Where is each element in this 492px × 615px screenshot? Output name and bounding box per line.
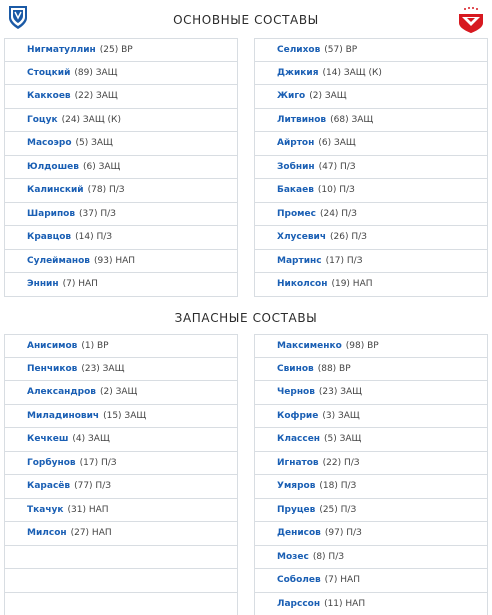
list-item — [4, 226, 238, 250]
list-item — [4, 62, 238, 86]
player-name[interactable]: Пруцев — [277, 504, 316, 515]
list-item — [4, 109, 238, 133]
player-info: (47) П/З — [318, 161, 356, 172]
list-item — [4, 452, 238, 476]
player-name[interactable]: Свинов — [277, 363, 314, 374]
player-info: (22) П/З — [322, 457, 360, 468]
list-item — [254, 405, 488, 429]
list-item — [4, 132, 238, 156]
player-info: (3) ЗАЩ — [322, 410, 360, 421]
list-item — [4, 38, 238, 62]
player-name[interactable]: Гоцук — [27, 114, 58, 125]
player-name[interactable]: Миладинович — [27, 410, 100, 421]
player-name[interactable]: Масоэро — [27, 138, 72, 149]
player-info: (77) П/З — [74, 481, 111, 492]
player-name[interactable]: Карасёв — [27, 481, 71, 492]
list-item — [4, 381, 238, 405]
list-item — [254, 226, 488, 250]
player-info: (98) ВР — [345, 340, 379, 351]
player-name[interactable]: Нигматуллин — [27, 44, 96, 55]
player-info: (7) НАП — [62, 279, 98, 290]
empty-row — [4, 546, 238, 570]
list-item — [254, 334, 488, 358]
player-name[interactable]: Литвинов — [277, 114, 327, 125]
player-info: (19) НАП — [331, 279, 373, 290]
player-info: (14) ЗАЩ (К) — [322, 67, 382, 78]
player-name[interactable]: Соболев — [277, 575, 321, 586]
player-info: (24) П/З — [319, 208, 357, 219]
player-info: (8) П/З — [312, 551, 344, 562]
player-info: (97) П/З — [324, 528, 362, 539]
player-name[interactable]: Чернов — [277, 387, 315, 398]
main-home-lineup — [4, 38, 238, 297]
subs-home-lineup — [4, 334, 238, 615]
list-item — [254, 569, 488, 593]
empty-row — [4, 593, 238, 615]
list-item — [4, 358, 238, 382]
player-info: (68) ЗАЩ — [330, 114, 374, 125]
list-item — [254, 132, 488, 156]
list-item — [254, 499, 488, 523]
player-info: (22) ЗАЩ — [74, 91, 118, 102]
player-info: (4) ЗАЩ — [72, 434, 110, 445]
player-info: (89) ЗАЩ — [74, 67, 118, 78]
list-item — [254, 452, 488, 476]
player-name[interactable]: Джикия — [277, 67, 319, 78]
player-info: (5) ЗАЩ — [324, 434, 362, 445]
list-item — [4, 499, 238, 523]
player-name[interactable]: Горбунов — [27, 457, 76, 468]
player-name[interactable]: Анисимов — [27, 340, 78, 351]
lineups-header — [0, 0, 492, 38]
player-name[interactable]: Бакаев — [277, 185, 314, 196]
player-name[interactable]: Мартинс — [277, 255, 322, 266]
player-info: (10) П/З — [317, 185, 355, 196]
list-item — [254, 428, 488, 452]
player-info: (2) ЗАЩ — [100, 387, 138, 398]
list-item — [254, 546, 488, 570]
list-item — [4, 334, 238, 358]
list-item — [254, 85, 488, 109]
player-name[interactable]: Стоцкий — [27, 67, 71, 78]
player-name[interactable]: Александров — [27, 387, 96, 398]
list-item — [254, 179, 488, 203]
player-info: (11) НАП — [324, 598, 366, 609]
player-info: (25) П/З — [319, 504, 357, 515]
player-info: (5) ЗАЩ — [75, 138, 113, 149]
player-name[interactable]: Эннин — [27, 279, 59, 290]
player-name[interactable]: Каккоев — [27, 91, 71, 102]
list-item — [4, 428, 238, 452]
list-item — [4, 203, 238, 227]
player-info: (31) НАП — [67, 504, 109, 515]
list-item — [254, 156, 488, 180]
player-name[interactable]: Шарипов — [27, 208, 76, 219]
list-item — [254, 522, 488, 546]
player-info: (15) ЗАЩ — [103, 410, 147, 421]
player-info: (18) П/З — [319, 481, 357, 492]
main-lineups-title: ОСНОВНЫЕ СОСТАВЫ — [173, 13, 319, 27]
player-name[interactable]: Классен — [277, 434, 321, 445]
list-item — [254, 381, 488, 405]
player-info: (25) ВР — [99, 44, 133, 55]
empty-row — [4, 569, 238, 593]
player-info: (6) ЗАЩ — [82, 161, 121, 172]
player-info: (17) П/З — [325, 255, 363, 266]
player-name[interactable]: Кравцов — [27, 232, 72, 243]
list-item — [4, 273, 238, 297]
player-name[interactable]: Айртон — [277, 138, 315, 149]
list-item — [254, 475, 488, 499]
away-team-logo-icon — [456, 6, 486, 34]
list-item — [254, 62, 488, 86]
player-info: (57) ВР — [324, 44, 358, 55]
subs-away-lineup — [254, 334, 488, 615]
player-info: (17) П/З — [79, 457, 117, 468]
player-info: (1) ВР — [81, 340, 109, 351]
list-item — [254, 593, 488, 615]
player-name[interactable]: Ткачук — [27, 504, 64, 515]
list-item — [254, 250, 488, 274]
list-item — [4, 250, 238, 274]
player-name[interactable]: Денисов — [277, 528, 321, 539]
player-info: (14) П/З — [75, 232, 113, 243]
player-name[interactable]: Зобнин — [277, 161, 315, 172]
player-info: (24) ЗАЩ (К) — [61, 114, 121, 125]
player-name[interactable]: Промес — [277, 208, 316, 219]
player-name[interactable]: Жиго — [277, 91, 306, 102]
player-name[interactable]: Кечкеш — [27, 434, 69, 445]
player-name[interactable]: Мозес — [277, 551, 309, 562]
list-item — [4, 405, 238, 429]
player-name[interactable]: Николсон — [277, 279, 328, 290]
player-info: (23) ЗАЩ — [81, 363, 125, 374]
player-name[interactable]: Хлусевич — [277, 232, 327, 243]
player-info: (7) НАП — [324, 575, 360, 586]
player-name[interactable]: Ларссон — [277, 598, 321, 609]
player-name[interactable]: Селихов — [277, 44, 321, 55]
player-info: (2) ЗАЩ — [309, 91, 347, 102]
player-info: (88) ВР — [317, 363, 351, 374]
player-name[interactable]: Кофрие — [277, 410, 319, 421]
player-name[interactable]: Максименко — [277, 340, 342, 351]
player-info: (23) ЗАЩ — [318, 387, 363, 398]
player-name[interactable]: Игнатов — [277, 457, 319, 468]
list-item — [254, 273, 488, 297]
list-item — [4, 475, 238, 499]
list-item — [4, 522, 238, 546]
player-info: (6) ЗАЩ — [318, 138, 356, 149]
main-away-lineup — [254, 38, 488, 297]
list-item — [254, 203, 488, 227]
player-name[interactable]: Умяров — [277, 481, 316, 492]
player-info: (78) П/З — [87, 185, 125, 196]
list-item — [254, 38, 488, 62]
player-info: (27) НАП — [70, 528, 112, 539]
list-item — [4, 85, 238, 109]
player-info: (37) П/З — [79, 208, 116, 219]
list-item — [4, 179, 238, 203]
list-item — [254, 358, 488, 382]
player-info: (93) НАП — [94, 255, 136, 266]
player-name[interactable]: Пенчиков — [27, 363, 78, 374]
player-name[interactable]: Юлдошев — [27, 161, 79, 172]
player-name[interactable]: Сулейманов — [27, 255, 90, 266]
subs-lineups-title: ЗАПАСНЫЕ СОСТАВЫ — [174, 311, 318, 325]
player-info: (26) П/З — [330, 232, 367, 243]
player-name[interactable]: Калинский — [27, 185, 84, 196]
player-name[interactable]: Милсон — [27, 528, 67, 539]
list-item — [254, 109, 488, 133]
list-item — [4, 156, 238, 180]
